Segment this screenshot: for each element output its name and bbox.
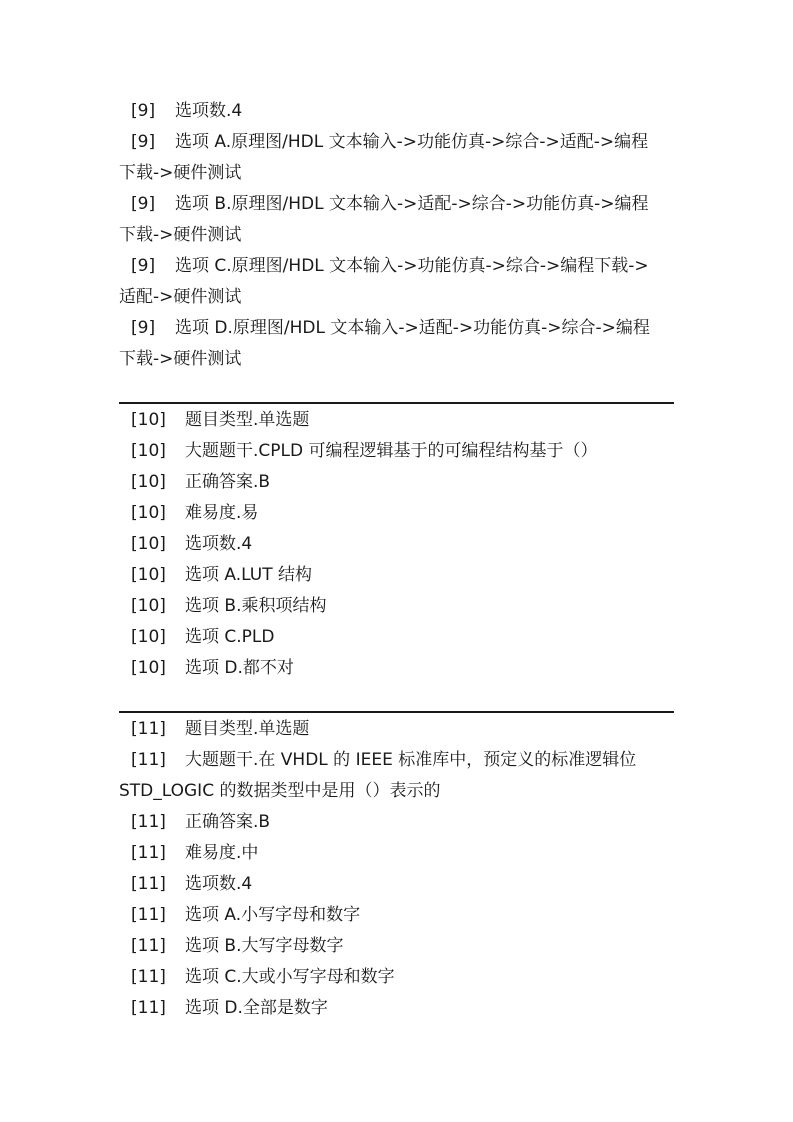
q11-tag: [11]	[131, 874, 166, 894]
q10-tag: [10]	[131, 627, 166, 647]
q10-tag: [10]	[131, 565, 166, 585]
q9-option-a-continued: 下载->硬件测试	[119, 163, 242, 183]
q10-tag: [10]	[131, 441, 166, 461]
q11-answer: [11] 正确答案.B	[119, 807, 679, 838]
q10-option-d: [10] 选项 D.都不对	[119, 653, 679, 684]
q9-option-d: [9] 选项 D.原理图/HDL 文本输入->适配->功能仿真->综合->编程	[119, 313, 679, 344]
q10-difficulty: [10] 难易度.易	[119, 498, 679, 529]
q10-stem: [10] 大题题干.CPLD 可编程逻辑基于的可编程结构基于（）	[119, 436, 679, 467]
q10-option-c: [10] 选项 C.PLD	[119, 622, 679, 653]
section-divider	[119, 711, 674, 713]
q11-tag: [11]	[131, 998, 166, 1018]
q11-tag: [11]	[131, 936, 166, 956]
q10-tag: [10]	[131, 534, 166, 554]
q11-option-a: [11] 选项 A.小写字母和数字	[119, 900, 679, 931]
q10-answer: [10] 正确答案.B	[119, 467, 679, 498]
q11-difficulty: [11] 难易度.中	[119, 838, 679, 869]
q11-tag: [11]	[131, 905, 166, 925]
q11-option-count: [11] 选项数.4	[119, 869, 679, 900]
q11-option-d: [11] 选项 D.全部是数字	[119, 993, 679, 1024]
q9-option-c: [9] 选项 C.原理图/HDL 文本输入->功能仿真->综合->编程下载->	[119, 251, 679, 282]
q10-option-a: [10] 选项 A.LUT 结构	[119, 560, 679, 591]
q11-tag: [11]	[131, 812, 166, 832]
q9-option-b-continued: 下载->硬件测试	[119, 225, 242, 245]
q9-option-count: [9] 选项数.4	[119, 96, 679, 127]
q9-tag: [9]	[131, 101, 156, 121]
q10-option-count: [10] 选项数.4	[119, 529, 679, 560]
q9-option-a: [9] 选项 A.原理图/HDL 文本输入->功能仿真->综合->适配->编程	[119, 127, 679, 158]
q9-tag: [9]	[131, 132, 156, 152]
q10-type: [10] 题目类型.单选题	[119, 405, 679, 436]
q11-tag: [11]	[131, 843, 166, 863]
q11-tag: [11]	[131, 719, 166, 739]
q11-tag: [11]	[131, 967, 166, 987]
section-divider	[119, 402, 674, 404]
q9-tag: [9]	[131, 256, 156, 276]
q9-option-d-continued: 下载->硬件测试	[119, 349, 242, 369]
q11-tag: [11]	[131, 750, 166, 770]
q11-option-b: [11] 选项 B.大写字母数字	[119, 931, 679, 962]
q9-tag: [9]	[131, 194, 156, 214]
q9-option-c-continued: 适配->硬件测试	[119, 287, 242, 307]
q10-tag: [10]	[131, 596, 166, 616]
q11-type: [11] 题目类型.单选题	[119, 714, 679, 745]
q9-option-b: [9] 选项 B.原理图/HDL 文本输入->适配->综合->功能仿真->编程	[119, 189, 679, 220]
q10-tag: [10]	[131, 472, 166, 492]
q11-option-c: [11] 选项 C.大或小写字母和数字	[119, 962, 679, 993]
q10-option-b: [10] 选项 B.乘积项结构	[119, 591, 679, 622]
q10-tag: [10]	[131, 658, 166, 678]
q10-tag: [10]	[131, 503, 166, 523]
q10-tag: [10]	[131, 410, 166, 430]
q11-stem-continued: STD_LOGIC 的数据类型中是用（）表示的	[119, 781, 441, 801]
q11-stem: [11] 大题题干.在 VHDL 的 IEEE 标准库中，预定义的标准逻辑位	[119, 745, 679, 776]
q9-tag: [9]	[131, 318, 156, 338]
